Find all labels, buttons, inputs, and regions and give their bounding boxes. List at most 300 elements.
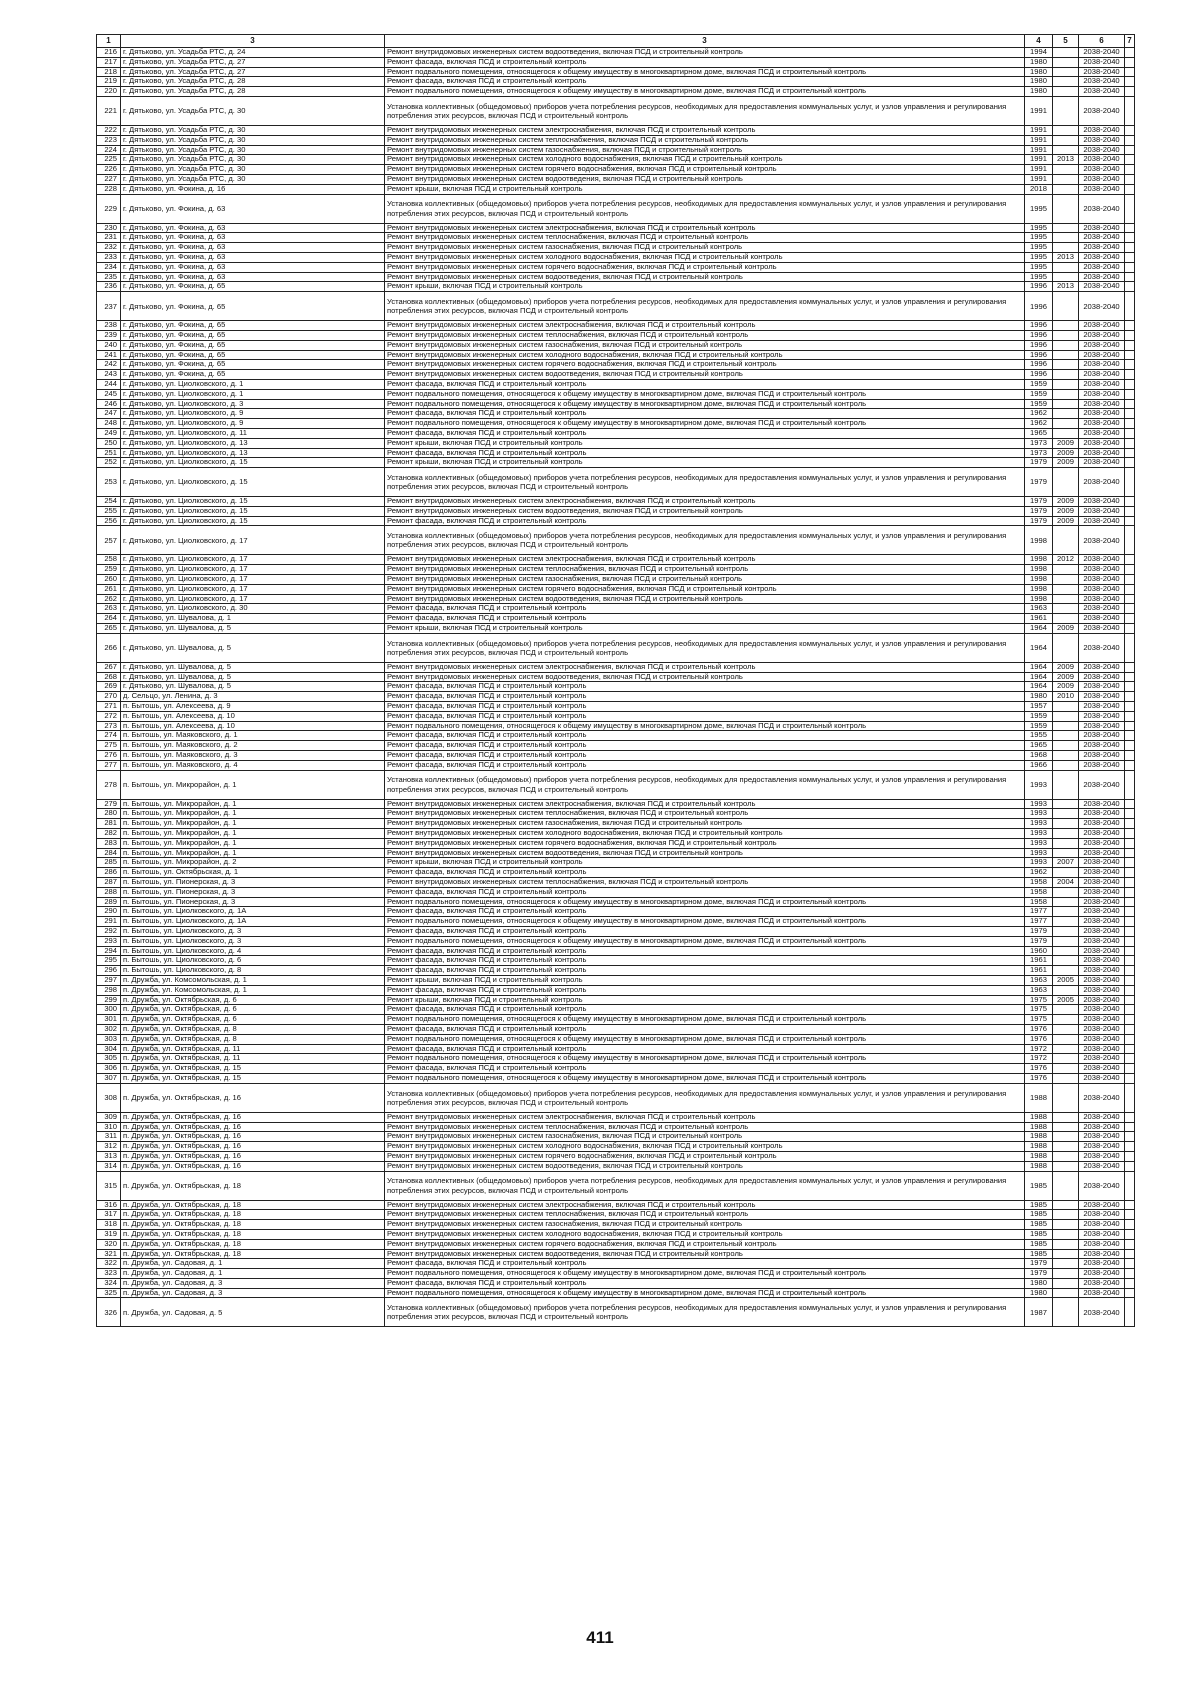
table-row	[97, 1161, 1135, 1171]
table-row	[97, 282, 1135, 292]
work-description-cell: Ремонт внутридомовых инженерных систем горячего водоснабжения, включая ПСД и строительный контроль	[385, 838, 1025, 848]
work-description-cell: Ремонт внутридомовых инженерных систем горячего водоснабжения, включая ПСД и строительный контроль	[385, 360, 1025, 370]
build-year-cell: 1995	[1025, 243, 1053, 253]
work-description-cell: Установка коллективных (общедомовых) приборов учета потребления ресурсов, необходимых для предоставления коммунальных услуг, и узлов управления и регулирования потребления этих ресурсов, включая ПСД и строительный контроль	[385, 633, 1025, 662]
blank-cell	[1125, 1064, 1135, 1074]
planned-period-cell: 2038-2040	[1079, 1054, 1125, 1064]
blank-cell	[1125, 1044, 1135, 1054]
row-number: 273	[97, 721, 121, 731]
work-description-cell: Ремонт внутридомовых инженерных систем теплоснабжения, включая ПСД и строительный контроль	[385, 809, 1025, 819]
last-repair-year-cell	[1053, 262, 1079, 272]
planned-period-cell: 2038-2040	[1079, 1034, 1125, 1044]
blank-cell	[1125, 1151, 1135, 1161]
last-repair-year-cell	[1053, 1044, 1079, 1054]
build-year-cell: 1988	[1025, 1122, 1053, 1132]
planned-period-cell: 2038-2040	[1079, 262, 1125, 272]
build-year-cell: 1980	[1025, 692, 1053, 702]
table-row	[97, 506, 1135, 516]
last-repair-year-cell: 2004	[1053, 878, 1079, 888]
row-number: 265	[97, 624, 121, 634]
blank-cell	[1125, 389, 1135, 399]
work-description-cell: Ремонт подвального помещения, относящегося к общему имуществу в многоквартирном доме, включая ПСД и строительный контроль	[385, 1054, 1025, 1064]
work-description-cell: Ремонт фасада, включая ПСД и строительный контроль	[385, 760, 1025, 770]
build-year-cell: 1976	[1025, 1073, 1053, 1083]
address-cell: п. Дружба, ул. Октябрьская, д. 16	[121, 1132, 385, 1142]
address-cell: г. Дятьково, ул. Усадьба РТС, д. 24	[121, 48, 385, 58]
table-row	[97, 1034, 1135, 1044]
row-number: 285	[97, 858, 121, 868]
last-repair-year-cell: 2009	[1053, 624, 1079, 634]
address-cell: г. Дятьково, ул. Циолковского, д. 15	[121, 468, 385, 497]
address-cell: г. Дятьково, ул. Циолковского, д. 13	[121, 438, 385, 448]
planned-period-cell: 2038-2040	[1079, 448, 1125, 458]
planned-period-cell: 2038-2040	[1079, 1024, 1125, 1034]
row-number: 260	[97, 575, 121, 585]
last-repair-year-cell	[1053, 838, 1079, 848]
work-description-cell: Ремонт подвального помещения, относящегося к общему имуществу в многоквартирном доме, включая ПСД и строительный контроль	[385, 936, 1025, 946]
blank-cell	[1125, 1278, 1135, 1288]
table-row	[97, 1132, 1135, 1142]
build-year-cell: 1980	[1025, 67, 1053, 77]
row-number: 292	[97, 926, 121, 936]
last-repair-year-cell	[1053, 194, 1079, 223]
blank-cell	[1125, 409, 1135, 419]
table-row	[97, 1171, 1135, 1200]
build-year-cell: 1968	[1025, 751, 1053, 761]
row-number: 322	[97, 1259, 121, 1269]
blank-cell	[1125, 67, 1135, 77]
row-number: 268	[97, 672, 121, 682]
address-cell: п. Бытошь, ул. Маяковского, д. 3	[121, 751, 385, 761]
address-cell: г. Дятьково, ул. Циолковского, д. 3	[121, 399, 385, 409]
build-year-cell: 1995	[1025, 252, 1053, 262]
row-number: 286	[97, 868, 121, 878]
row-number: 283	[97, 838, 121, 848]
address-cell: п. Бытошь, ул. Маяковского, д. 1	[121, 731, 385, 741]
blank-cell	[1125, 292, 1135, 321]
last-repair-year-cell	[1053, 360, 1079, 370]
planned-period-cell: 2038-2040	[1079, 907, 1125, 917]
build-year-cell: 1973	[1025, 448, 1053, 458]
planned-period-cell: 2038-2040	[1079, 282, 1125, 292]
last-repair-year-cell: 2009	[1053, 448, 1079, 458]
address-cell: г. Дятьково, ул. Шувалова, д. 5	[121, 662, 385, 672]
repair-schedule-table	[96, 34, 1135, 1327]
blank-cell	[1125, 1298, 1135, 1327]
address-cell: г. Дятьково, ул. Усадьба РТС, д. 30	[121, 125, 385, 135]
work-description-cell: Ремонт внутридомовых инженерных систем газоснабжения, включая ПСД и строительный контроль	[385, 819, 1025, 829]
table-row	[97, 848, 1135, 858]
address-cell: г. Дятьково, ул. Усадьба РТС, д. 28	[121, 77, 385, 87]
build-year-cell: 1979	[1025, 516, 1053, 526]
work-description-cell: Ремонт фасада, включая ПСД и строительный контроль	[385, 604, 1025, 614]
planned-period-cell: 2038-2040	[1079, 692, 1125, 702]
work-description-cell: Ремонт крыши, включая ПСД и строительный контроль	[385, 184, 1025, 194]
address-cell: г. Дятьково, ул. Фокина, д. 63	[121, 243, 385, 253]
last-repair-year-cell: 2007	[1053, 858, 1079, 868]
planned-period-cell: 2038-2040	[1079, 184, 1125, 194]
column-header: 5	[1053, 35, 1079, 48]
work-description-cell: Ремонт внутридомовых инженерных систем электроснабжения, включая ПСД и строительный контроль	[385, 662, 1025, 672]
document-sheet	[96, 34, 1134, 1327]
table-row	[97, 770, 1135, 799]
work-description-cell: Ремонт фасада, включая ПСД и строительный контроль	[385, 1024, 1025, 1034]
work-description-cell: Ремонт фасада, включая ПСД и строительный контроль	[385, 731, 1025, 741]
build-year-cell: 1959	[1025, 721, 1053, 731]
planned-period-cell: 2038-2040	[1079, 682, 1125, 692]
planned-period-cell: 2038-2040	[1079, 1200, 1125, 1210]
last-repair-year-cell	[1053, 428, 1079, 438]
build-year-cell: 1985	[1025, 1239, 1053, 1249]
planned-period-cell: 2038-2040	[1079, 946, 1125, 956]
table-row	[97, 87, 1135, 97]
last-repair-year-cell	[1053, 77, 1079, 87]
work-description-cell: Ремонт внутридомовых инженерных систем водоотведения, включая ПСД и строительный контроль	[385, 174, 1025, 184]
build-year-cell: 1964	[1025, 662, 1053, 672]
work-description-cell: Ремонт фасада, включая ПСД и строительный контроль	[385, 1259, 1025, 1269]
build-year-cell: 1975	[1025, 995, 1053, 1005]
last-repair-year-cell	[1053, 1220, 1079, 1230]
blank-cell	[1125, 975, 1135, 985]
blank-cell	[1125, 165, 1135, 175]
table-row	[97, 1210, 1135, 1220]
table-row	[97, 751, 1135, 761]
work-description-cell: Ремонт внутридомовых инженерных систем теплоснабжения, включая ПСД и строительный контроль	[385, 878, 1025, 888]
planned-period-cell: 2038-2040	[1079, 1005, 1125, 1015]
row-number: 256	[97, 516, 121, 526]
row-number: 295	[97, 956, 121, 966]
table-row	[97, 252, 1135, 262]
build-year-cell: 1985	[1025, 1220, 1053, 1230]
build-year-cell: 1993	[1025, 838, 1053, 848]
table-row	[97, 878, 1135, 888]
row-number: 278	[97, 770, 121, 799]
table-row	[97, 458, 1135, 468]
row-number: 255	[97, 506, 121, 516]
address-cell: п. Дружба, ул. Садовая, д. 3	[121, 1278, 385, 1288]
work-description-cell: Ремонт подвального помещения, относящегося к общему имуществу в многоквартирном доме, включая ПСД и строительный контроль	[385, 1073, 1025, 1083]
blank-cell	[1125, 721, 1135, 731]
address-cell: п. Дружба, ул. Комсомольская, д. 1	[121, 985, 385, 995]
build-year-cell: 1976	[1025, 1034, 1053, 1044]
table-row	[97, 975, 1135, 985]
build-year-cell: 1960	[1025, 946, 1053, 956]
build-year-cell: 1988	[1025, 1083, 1053, 1112]
work-description-cell: Ремонт внутридомовых инженерных систем теплоснабжения, включая ПСД и строительный контроль	[385, 1122, 1025, 1132]
row-number: 253	[97, 468, 121, 497]
build-year-cell: 1993	[1025, 858, 1053, 868]
build-year-cell: 1991	[1025, 125, 1053, 135]
blank-cell	[1125, 223, 1135, 233]
blank-cell	[1125, 702, 1135, 712]
build-year-cell: 1964	[1025, 672, 1053, 682]
planned-period-cell: 2038-2040	[1079, 1083, 1125, 1112]
table-row	[97, 184, 1135, 194]
planned-period-cell: 2038-2040	[1079, 57, 1125, 67]
table-row	[97, 907, 1135, 917]
last-repair-year-cell	[1053, 243, 1079, 253]
work-description-cell: Ремонт внутридомовых инженерных систем теплоснабжения, включая ПСД и строительный контроль	[385, 1210, 1025, 1220]
planned-period-cell: 2038-2040	[1079, 1122, 1125, 1132]
table-row	[97, 555, 1135, 565]
last-repair-year-cell: 2013	[1053, 282, 1079, 292]
row-number: 279	[97, 799, 121, 809]
build-year-cell: 1985	[1025, 1210, 1053, 1220]
planned-period-cell: 2038-2040	[1079, 868, 1125, 878]
last-repair-year-cell	[1053, 321, 1079, 331]
build-year-cell: 1993	[1025, 819, 1053, 829]
blank-cell	[1125, 1220, 1135, 1230]
planned-period-cell: 2038-2040	[1079, 165, 1125, 175]
blank-cell	[1125, 1034, 1135, 1044]
blank-cell	[1125, 936, 1135, 946]
planned-period-cell: 2038-2040	[1079, 1229, 1125, 1239]
row-number: 258	[97, 555, 121, 565]
work-description-cell: Ремонт фасада, включая ПСД и строительный контроль	[385, 692, 1025, 702]
work-description-cell: Ремонт фасада, включая ПСД и строительный контроль	[385, 516, 1025, 526]
build-year-cell: 1958	[1025, 887, 1053, 897]
row-number: 246	[97, 399, 121, 409]
work-description-cell: Ремонт фасада, включая ПСД и строительный контроль	[385, 1278, 1025, 1288]
address-cell: г. Дятьково, ул. Фокина, д. 65	[121, 370, 385, 380]
table-row	[97, 243, 1135, 253]
planned-period-cell: 2038-2040	[1079, 292, 1125, 321]
last-repair-year-cell	[1053, 419, 1079, 429]
planned-period-cell: 2038-2040	[1079, 829, 1125, 839]
build-year-cell: 1987	[1025, 1298, 1053, 1327]
address-cell: п. Бытошь, ул. Микрорайон, д. 1	[121, 829, 385, 839]
address-cell: п. Дружба, ул. Комсомольская, д. 1	[121, 975, 385, 985]
last-repair-year-cell	[1053, 1005, 1079, 1015]
work-description-cell: Ремонт внутридомовых инженерных систем электроснабжения, включая ПСД и строительный контроль	[385, 799, 1025, 809]
address-cell: г. Дятьково, ул. Фокина, д. 63	[121, 194, 385, 223]
build-year-cell: 1959	[1025, 399, 1053, 409]
build-year-cell: 1979	[1025, 936, 1053, 946]
planned-period-cell: 2038-2040	[1079, 506, 1125, 516]
address-cell: п. Бытошь, ул. Микрорайон, д. 1	[121, 770, 385, 799]
table-row	[97, 838, 1135, 848]
last-repair-year-cell	[1053, 468, 1079, 497]
address-cell: г. Дятьково, ул. Усадьба РТС, д. 30	[121, 145, 385, 155]
build-year-cell: 1975	[1025, 1015, 1053, 1025]
work-description-cell: Ремонт фасада, включая ПСД и строительный контроль	[385, 887, 1025, 897]
work-description-cell: Ремонт фасада, включая ПСД и строительный контроль	[385, 614, 1025, 624]
address-cell: п. Дружба, ул. Октябрьская, д. 16	[121, 1161, 385, 1171]
row-number: 235	[97, 272, 121, 282]
blank-cell	[1125, 419, 1135, 429]
build-year-cell: 1998	[1025, 526, 1053, 555]
blank-cell	[1125, 272, 1135, 282]
build-year-cell: 1963	[1025, 985, 1053, 995]
last-repair-year-cell	[1053, 1151, 1079, 1161]
last-repair-year-cell	[1053, 409, 1079, 419]
last-repair-year-cell	[1053, 1171, 1079, 1200]
row-number: 309	[97, 1112, 121, 1122]
work-description-cell: Ремонт внутридомовых инженерных систем горячего водоснабжения, включая ПСД и строительный контроль	[385, 1239, 1025, 1249]
table-row	[97, 662, 1135, 672]
table-row	[97, 379, 1135, 389]
table-row	[97, 233, 1135, 243]
address-cell: п. Бытошь, ул. Микрорайон, д. 1	[121, 819, 385, 829]
blank-cell	[1125, 917, 1135, 927]
work-description-cell: Ремонт внутридомовых инженерных систем теплоснабжения, включая ПСД и строительный контроль	[385, 233, 1025, 243]
blank-cell	[1125, 145, 1135, 155]
table-row	[97, 360, 1135, 370]
build-year-cell: 1993	[1025, 829, 1053, 839]
address-cell: п. Дружба, ул. Октябрьская, д. 18	[121, 1249, 385, 1259]
planned-period-cell: 2038-2040	[1079, 624, 1125, 634]
work-description-cell: Ремонт внутридомовых инженерных систем водоотведения, включая ПСД и строительный контроль	[385, 370, 1025, 380]
table-row	[97, 614, 1135, 624]
build-year-cell: 1996	[1025, 340, 1053, 350]
planned-period-cell: 2038-2040	[1079, 360, 1125, 370]
work-description-cell: Ремонт внутридомовых инженерных систем электроснабжения, включая ПСД и строительный контроль	[385, 1112, 1025, 1122]
blank-cell	[1125, 633, 1135, 662]
blank-cell	[1125, 1015, 1135, 1025]
work-description-cell: Ремонт крыши, включая ПСД и строительный контроль	[385, 458, 1025, 468]
build-year-cell: 1985	[1025, 1229, 1053, 1239]
build-year-cell: 1963	[1025, 604, 1053, 614]
row-number: 229	[97, 194, 121, 223]
last-repair-year-cell	[1053, 1054, 1079, 1064]
planned-period-cell: 2038-2040	[1079, 662, 1125, 672]
build-year-cell: 1964	[1025, 624, 1053, 634]
build-year-cell: 1963	[1025, 975, 1053, 985]
address-cell: г. Дятьково, ул. Усадьба РТС, д. 27	[121, 67, 385, 77]
last-repair-year-cell: 2012	[1053, 555, 1079, 565]
blank-cell	[1125, 1288, 1135, 1298]
last-repair-year-cell	[1053, 966, 1079, 976]
blank-cell	[1125, 858, 1135, 868]
work-description-cell: Ремонт крыши, включая ПСД и строительный контроль	[385, 995, 1025, 1005]
blank-cell	[1125, 711, 1135, 721]
blank-cell	[1125, 604, 1135, 614]
build-year-cell: 1995	[1025, 233, 1053, 243]
row-number: 263	[97, 604, 121, 614]
work-description-cell: Ремонт внутридомовых инженерных систем горячего водоснабжения, включая ПСД и строительный контроль	[385, 1151, 1025, 1161]
row-number: 311	[97, 1132, 121, 1142]
address-cell: г. Дятьково, ул. Циолковского, д. 17	[121, 555, 385, 565]
last-repair-year-cell	[1053, 848, 1079, 858]
planned-period-cell: 2038-2040	[1079, 858, 1125, 868]
planned-period-cell: 2038-2040	[1079, 223, 1125, 233]
row-number: 217	[97, 57, 121, 67]
build-year-cell: 1988	[1025, 1142, 1053, 1152]
row-number: 326	[97, 1298, 121, 1327]
last-repair-year-cell	[1053, 350, 1079, 360]
work-description-cell: Ремонт внутридомовых инженерных систем холодного водоснабжения, включая ПСД и строительный контроль	[385, 1229, 1025, 1239]
work-description-cell: Ремонт внутридомовых инженерных систем водоотведения, включая ПСД и строительный контроль	[385, 1161, 1025, 1171]
row-number: 223	[97, 135, 121, 145]
work-description-cell: Ремонт фасада, включая ПСД и строительный контроль	[385, 1044, 1025, 1054]
planned-period-cell: 2038-2040	[1079, 370, 1125, 380]
build-year-cell: 1996	[1025, 321, 1053, 331]
planned-period-cell: 2038-2040	[1079, 468, 1125, 497]
table-row	[97, 292, 1135, 321]
blank-cell	[1125, 926, 1135, 936]
last-repair-year-cell	[1053, 1142, 1079, 1152]
blank-cell	[1125, 1112, 1135, 1122]
work-description-cell: Ремонт фасада, включая ПСД и строительный контроль	[385, 409, 1025, 419]
blank-cell	[1125, 1249, 1135, 1259]
row-number: 232	[97, 243, 121, 253]
last-repair-year-cell: 2009	[1053, 682, 1079, 692]
last-repair-year-cell	[1053, 292, 1079, 321]
row-number: 321	[97, 1249, 121, 1259]
row-number: 264	[97, 614, 121, 624]
planned-period-cell: 2038-2040	[1079, 956, 1125, 966]
last-repair-year-cell	[1053, 751, 1079, 761]
row-number: 231	[97, 233, 121, 243]
planned-period-cell: 2038-2040	[1079, 233, 1125, 243]
blank-cell	[1125, 350, 1135, 360]
work-description-cell: Ремонт фасада, включая ПСД и строительный контроль	[385, 77, 1025, 87]
blank-cell	[1125, 741, 1135, 751]
address-cell: г. Дятьково, ул. Фокина, д. 65	[121, 321, 385, 331]
row-number: 293	[97, 936, 121, 946]
last-repair-year-cell	[1053, 936, 1079, 946]
address-cell: п. Бытошь, ул. Маяковского, д. 2	[121, 741, 385, 751]
table-row	[97, 526, 1135, 555]
address-cell: г. Дятьково, ул. Шувалова, д. 5	[121, 682, 385, 692]
blank-cell	[1125, 1171, 1135, 1200]
last-repair-year-cell	[1053, 174, 1079, 184]
table-row	[97, 966, 1135, 976]
blank-cell	[1125, 956, 1135, 966]
blank-cell	[1125, 614, 1135, 624]
table-row	[97, 584, 1135, 594]
blank-cell	[1125, 751, 1135, 761]
table-body	[97, 48, 1135, 1327]
work-description-cell: Ремонт внутридомовых инженерных систем водоотведения, включая ПСД и строительный контроль	[385, 272, 1025, 282]
work-description-cell: Ремонт внутридомовых инженерных систем горячего водоснабжения, включая ПСД и строительный контроль	[385, 584, 1025, 594]
last-repair-year-cell	[1053, 917, 1079, 927]
address-cell: п. Бытошь, ул. Микрорайон, д. 2	[121, 858, 385, 868]
last-repair-year-cell	[1053, 946, 1079, 956]
address-cell: г. Дятьково, ул. Шувалова, д. 5	[121, 672, 385, 682]
work-description-cell: Ремонт внутридомовых инженерных систем теплоснабжения, включая ПСД и строительный контроль	[385, 330, 1025, 340]
planned-period-cell: 2038-2040	[1079, 702, 1125, 712]
planned-period-cell: 2038-2040	[1079, 96, 1125, 125]
table-row	[97, 936, 1135, 946]
planned-period-cell: 2038-2040	[1079, 770, 1125, 799]
table-row	[97, 1054, 1135, 1064]
build-year-cell: 1965	[1025, 741, 1053, 751]
address-cell: п. Бытошь, ул. Циолковского, д. 1А	[121, 907, 385, 917]
build-year-cell: 1980	[1025, 1278, 1053, 1288]
row-number: 244	[97, 379, 121, 389]
build-year-cell: 1961	[1025, 614, 1053, 624]
address-cell: г. Дятьково, ул. Циолковского, д. 17	[121, 575, 385, 585]
work-description-cell: Ремонт подвального помещения, относящегося к общему имуществу в многоквартирном доме, включая ПСД и строительный контроль	[385, 1269, 1025, 1279]
planned-period-cell: 2038-2040	[1079, 87, 1125, 97]
row-number: 241	[97, 350, 121, 360]
address-cell: п. Бытошь, ул. Циолковского, д. 1А	[121, 917, 385, 927]
planned-period-cell: 2038-2040	[1079, 584, 1125, 594]
last-repair-year-cell	[1053, 1015, 1079, 1025]
last-repair-year-cell: 2005	[1053, 995, 1079, 1005]
address-cell: п. Бытошь, ул. Циолковского, д. 4	[121, 946, 385, 956]
address-cell: п. Дружба, ул. Октябрьская, д. 15	[121, 1073, 385, 1083]
table-row	[97, 575, 1135, 585]
planned-period-cell: 2038-2040	[1079, 419, 1125, 429]
last-repair-year-cell: 2009	[1053, 497, 1079, 507]
row-number: 284	[97, 848, 121, 858]
blank-cell	[1125, 838, 1135, 848]
last-repair-year-cell	[1053, 57, 1079, 67]
table-row	[97, 194, 1135, 223]
planned-period-cell: 2038-2040	[1079, 243, 1125, 253]
